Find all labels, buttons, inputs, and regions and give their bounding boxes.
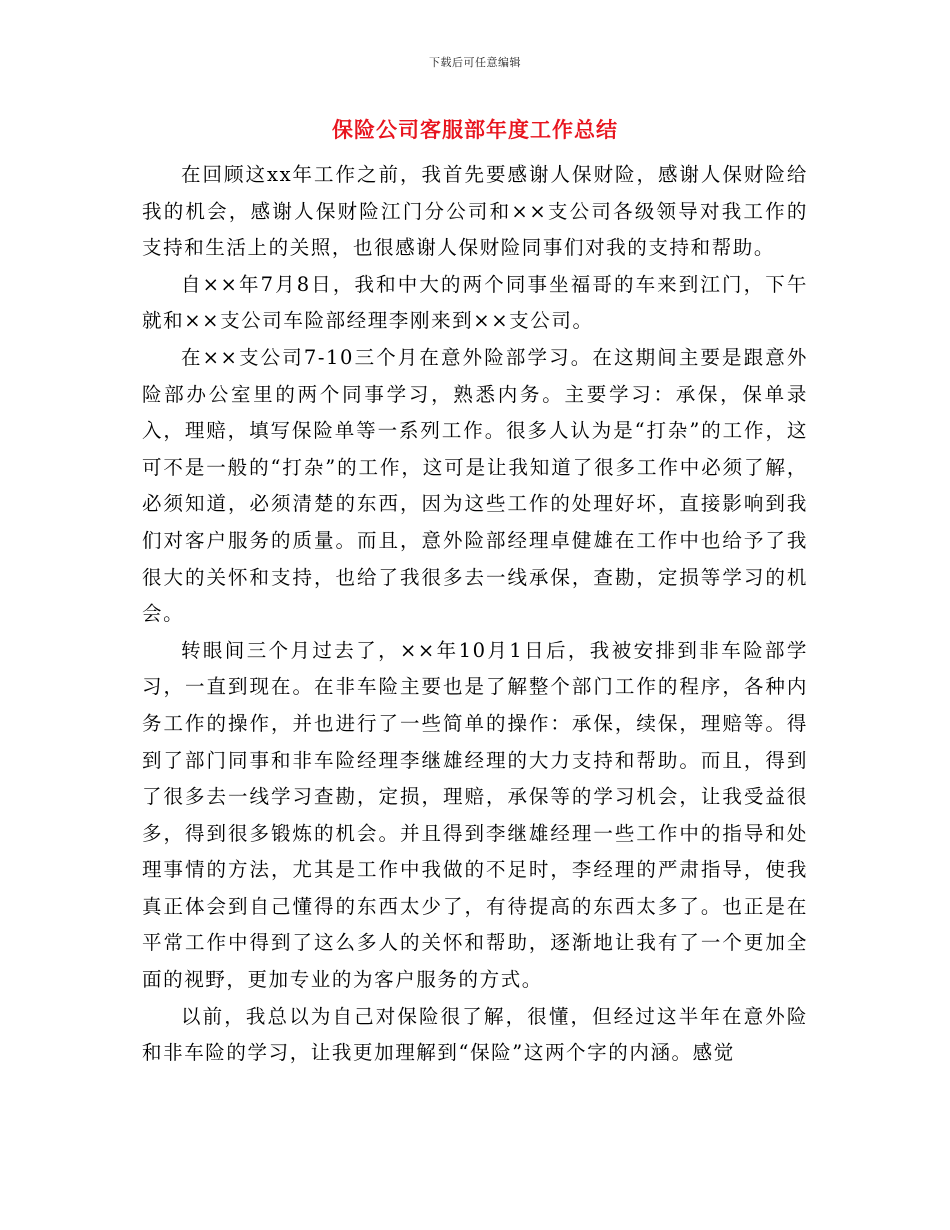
paragraph-5: 以前，我总以为自己对保险很了解，很懂，但经过这半年在意外险和非车险的学习，让我更加理解到“保险”这两个字的内涵。感觉 xyxy=(142,1004,808,1065)
paragraph-1: 在回顾这xx年工作之前，我首先要感谢人保财险，感谢人保财险给我的机会，感谢人保财险江门分公司和××支公司各级领导对我工作的支持和生活上的关照，也很感谢人保财险同事们对我的支持和帮助。 xyxy=(142,163,808,260)
document-body xyxy=(142,157,808,1072)
header-note: 下载后可任意编辑 xyxy=(429,56,521,69)
paragraph-4: 转眼间三个月过去了，××年10月1日后，我被安排到非车险部学习，一直到现在。在非车险主要也是了解整个部门工作的程序，各种内务工作的操作，并也进行了一些简单的操作：承保，续保，理赔等。得到了部门同事和非车险经理李继雄经理的大力支持和帮助。而且，得到了很多去一线学习查勘，定损，理赔，承保等的学习机会，让我受益很多，得到很多锻炼的机会。并且得到李继雄经理一些工作中的指导和处理事情的方法，尤其是工作中我做的不足时，李经理的严肃指导，使我真正体会到自己懂得的东西太少了，有待提高的东西太多了。也正是在平常工作中得到了这么多人的关怀和帮助，逐渐地让我有了一个更加全面的视野，更加专业的为客户服务的方式。 xyxy=(142,638,808,992)
paragraph-3: 在××支公司7-10三个月在意外险部学习。在这期间主要是跟意外险部办公室里的两个同事学习，熟悉内务。主要学习：承保，保单录入，理赔，填写保险单等一系列工作。很多人认为是“打杂”的工作，这可不是一般的“打杂”的工作，这可是让我知道了很多工作中必须了解，必须知道，必须清楚的东西，因为这些工作的处理好坏，直接影响到我们对客户服务的质量。而且，意外险部经理卓健雄在工作中也给予了我很大的关怀和支持，也给了我很多去一线承保，查勘，定损等学习的机会。 xyxy=(142,345,808,626)
paragraph-2: 自××年7月8日，我和中大的两个同事坐福哥的车来到江门，下午就和××支公司车险部经理李刚来到××支公司。 xyxy=(142,272,808,333)
document-title: 保险公司客服部年度工作总结 xyxy=(332,117,618,142)
